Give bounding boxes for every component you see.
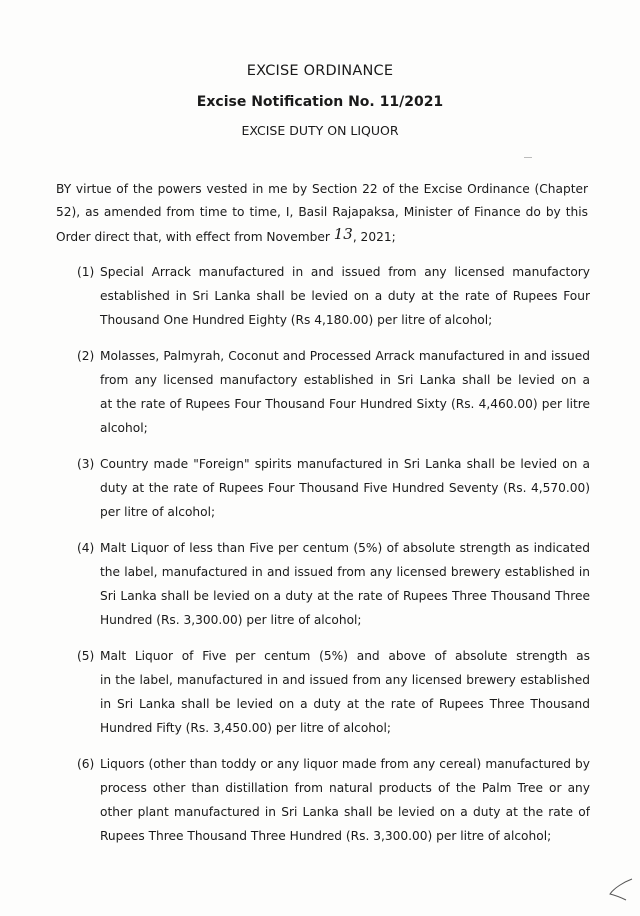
clause-number: (3) [77,457,95,471]
pen-mark-icon [606,876,634,902]
clause-line: alcohol; [100,421,148,435]
clause-line: duty at the rate of Rupees Four Thousand Five Hundred Seventy (Rs. 4,570.00) [100,481,590,495]
scan-speck [524,157,532,158]
clause-line: other plant manufactured in Sri Lanka shall be levied on a duty at the rate of [100,805,590,819]
preamble-text: , 2021; [352,230,396,244]
preamble-line-date [56,225,396,245]
clause-number: (5) [77,649,95,663]
notification-number: Excise Notification No. 11/2021 [196,94,444,110]
clause-line: Liquors (other than toddy or any liquor made from any cereal) manufactured by [100,757,590,771]
clause-line: per litre of alcohol; [100,505,216,519]
clause-line: in Sri Lanka shall be levied on a duty at the rate of Rupees Three Thousand [100,697,590,711]
clause-line: Special Arrack manufactured in and issued from any licensed manufactory [100,265,590,279]
clause-line: Rupees Three Thousand Three Hundred (Rs. 3,300.00) per litre of alcohol; [100,829,552,843]
clause-line: from any licensed manufactory established in Sri Lanka shall be levied on a [100,373,590,387]
clause-line: the label, manufactured in and issued from any licensed brewery established in [100,565,590,579]
clause-line: Malt Liquor of less than Five per centum (5%) of absolute strength as indicated [100,541,590,555]
clause-line: Sri Lanka shall be levied on a duty at the rate of Rupees Three Thousand Three [100,589,590,603]
preamble-text: Order direct that, with effect from November [56,230,334,244]
clause-line: Hundred Fifty (Rs. 3,450.00) per litre of alcohol; [100,721,391,735]
clause-number: (6) [77,757,95,771]
clause-line: in the label, manufactured in and issued from any licensed brewery established [100,673,590,687]
preamble-line: BY virtue of the powers vested in me by Section 22 of the Excise Ordinance (Chapter [56,182,588,196]
clause-line: at the rate of Rupees Four Thousand Four Hundred Sixty (Rs. 4,460.00) per litre [100,397,590,411]
clause-line: Country made "Foreign" spirits manufactured in Sri Lanka shall be levied on a [100,457,590,471]
clause-number: (1) [77,265,95,279]
document-title: EXCISE ORDINANCE [246,63,394,79]
clause-line: Malt Liquor of Five per centum (5%) and above of absolute strength as [100,649,590,663]
clause-line: process other than distillation from natural products of the Palm Tree or any [100,781,590,795]
handwritten-date: 13 [333,225,353,243]
preamble-line: 52), as amended from time to time, I, Basil Rajapaksa, Minister of Finance do by this [56,205,588,219]
clause-line: Hundred (Rs. 3,300.00) per litre of alcohol; [100,613,362,627]
clause-line: established in Sri Lanka shall be levied on a duty at the rate of Rupees Four [100,289,590,303]
clause-line: Thousand One Hundred Eighty (Rs 4,180.00) per litre of alcohol; [100,313,493,327]
clause-number: (4) [77,541,95,555]
document-subject: EXCISE DUTY ON LIQUOR [241,123,399,138]
clause-line: Molasses, Palmyrah, Coconut and Processed Arrack manufactured in and issued [100,349,590,363]
clause-number: (2) [77,349,95,363]
